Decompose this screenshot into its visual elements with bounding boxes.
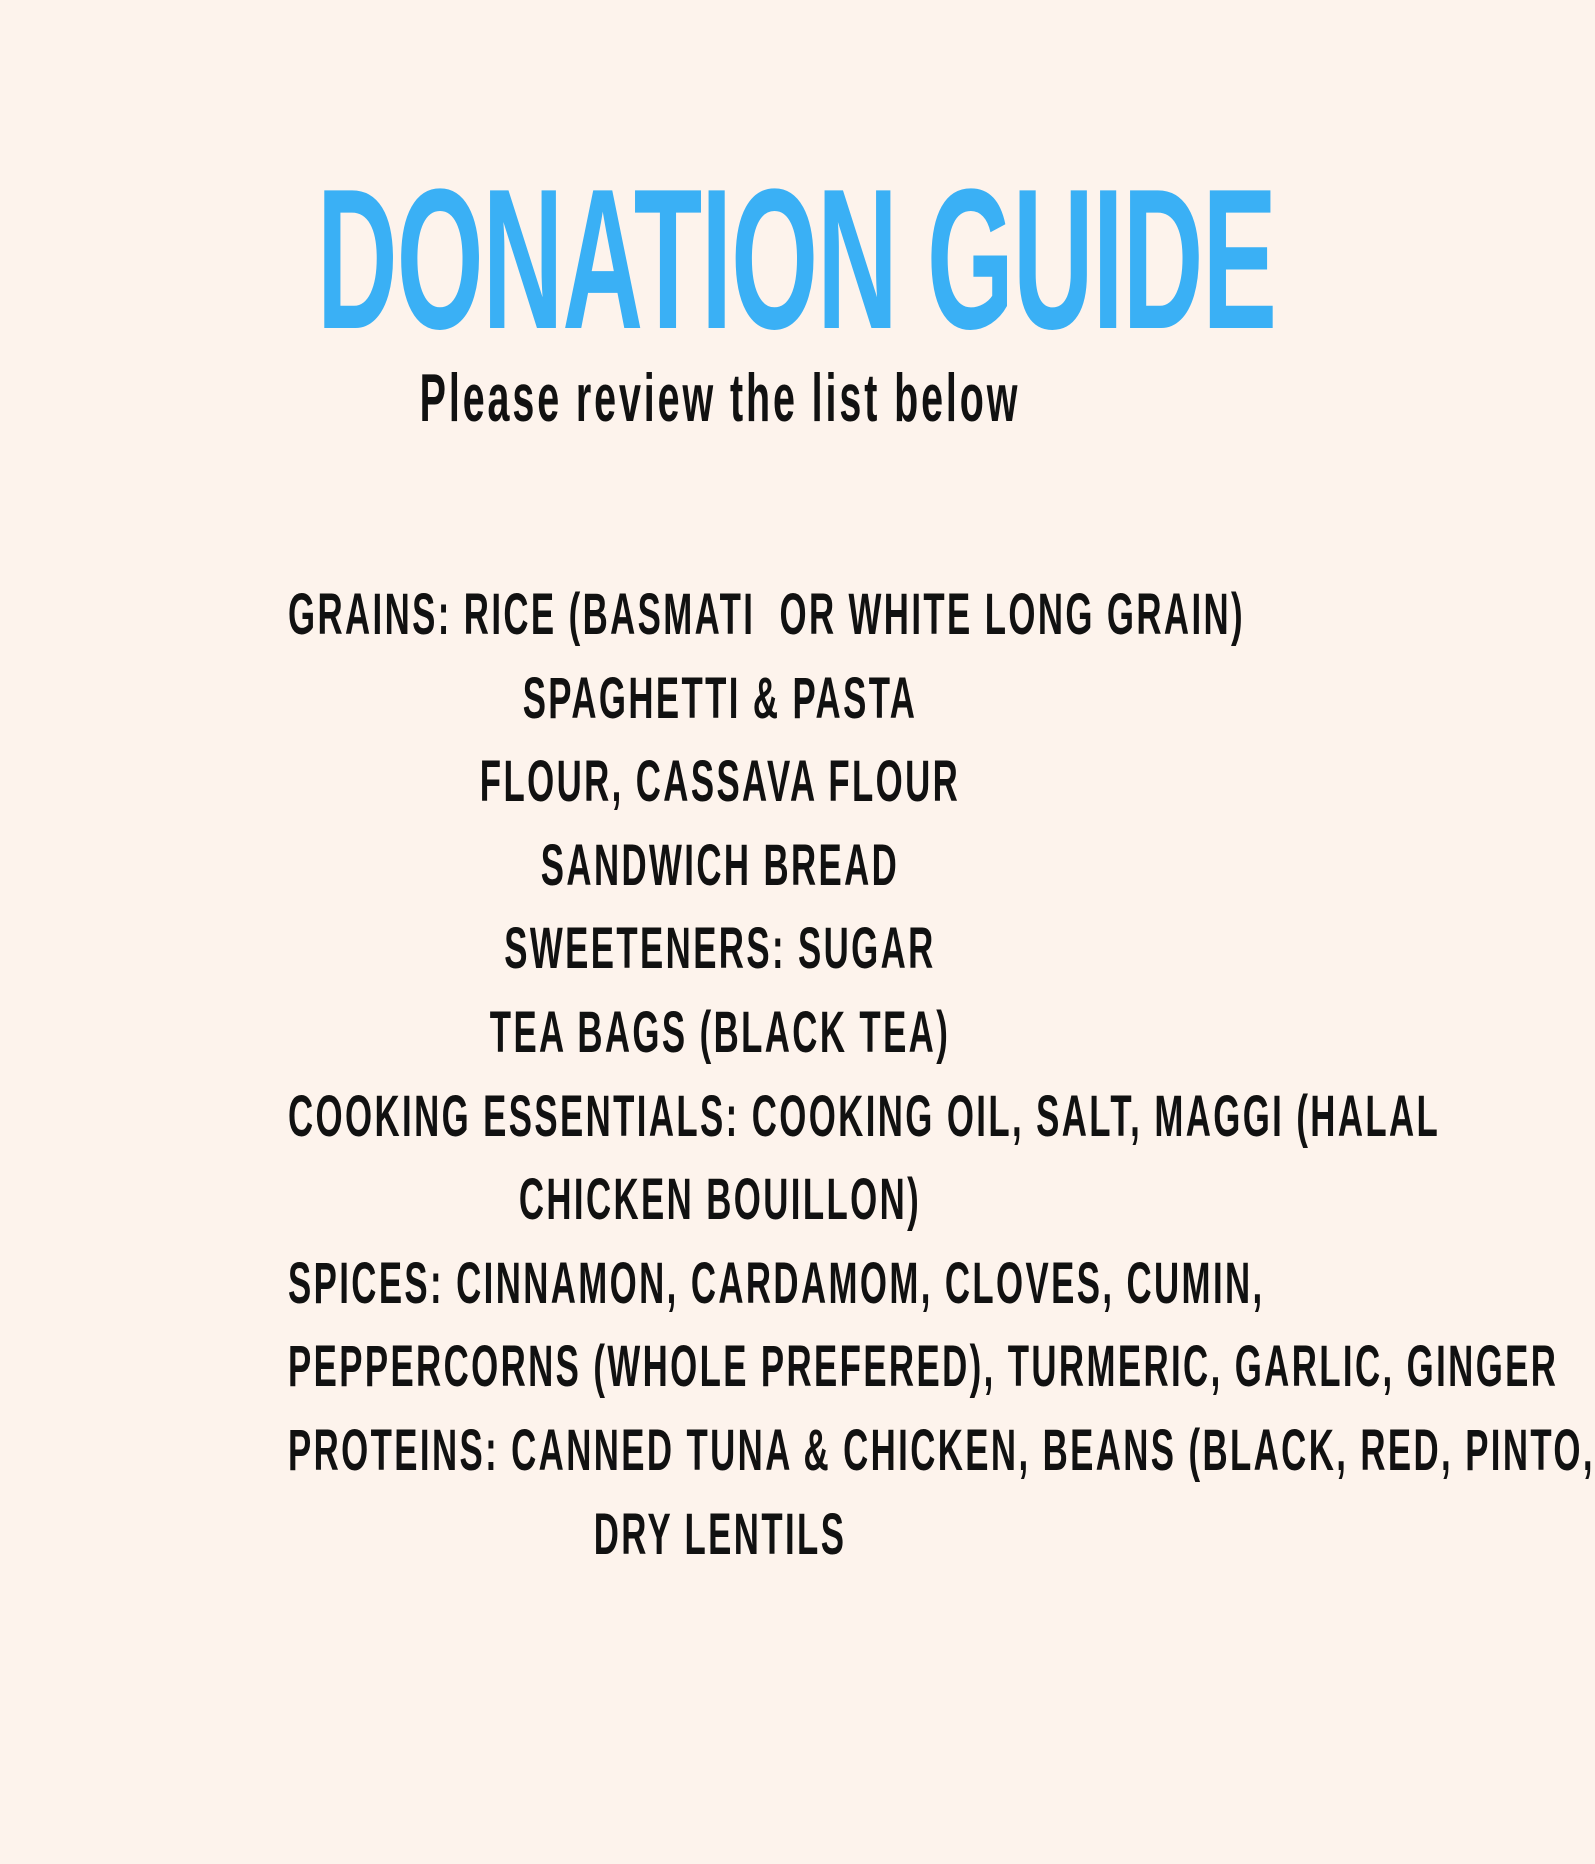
- page-title: DONATION GUIDE: [316, 148, 1276, 371]
- list-item: PEPPERCORNS (WHOLE PREFERED), TURMERIC, GARLIC, GINGER: [287, 1334, 1559, 1400]
- list-item: DRY LENTILS: [593, 1501, 847, 1567]
- list-item: COOKING ESSENTIALS: COOKING OIL, SALT, MAGGI (HALAL: [287, 1083, 1441, 1149]
- list-item: GRAINS: RICE (BASMATI OR WHITE LONG GRAIN): [287, 582, 1246, 647]
- list-item: CHICKEN BOUILLON): [518, 1167, 922, 1233]
- list-item: SANDWICH BREAD: [540, 832, 900, 898]
- donation-items-list: [0, 573, 1595, 1576]
- list-item: FLOUR, CASSAVA FLOUR: [479, 749, 961, 815]
- list-item: SWEETENERS: SUGAR: [504, 916, 936, 982]
- list-item: SPICES: CINNAMON, CARDAMOM, CLOVES, CUMIN,: [287, 1250, 1265, 1316]
- list-item: PROTEINS: CANNED TUNA & CHICKEN, BEANS (BLACK, RED, PINTO,: [287, 1417, 1595, 1483]
- page-subtitle: Please review the list below: [419, 360, 1021, 436]
- list-item: SPAGHETTI & PASTA: [522, 665, 918, 731]
- list-item: TEA BAGS (BLACK TEA): [489, 999, 951, 1065]
